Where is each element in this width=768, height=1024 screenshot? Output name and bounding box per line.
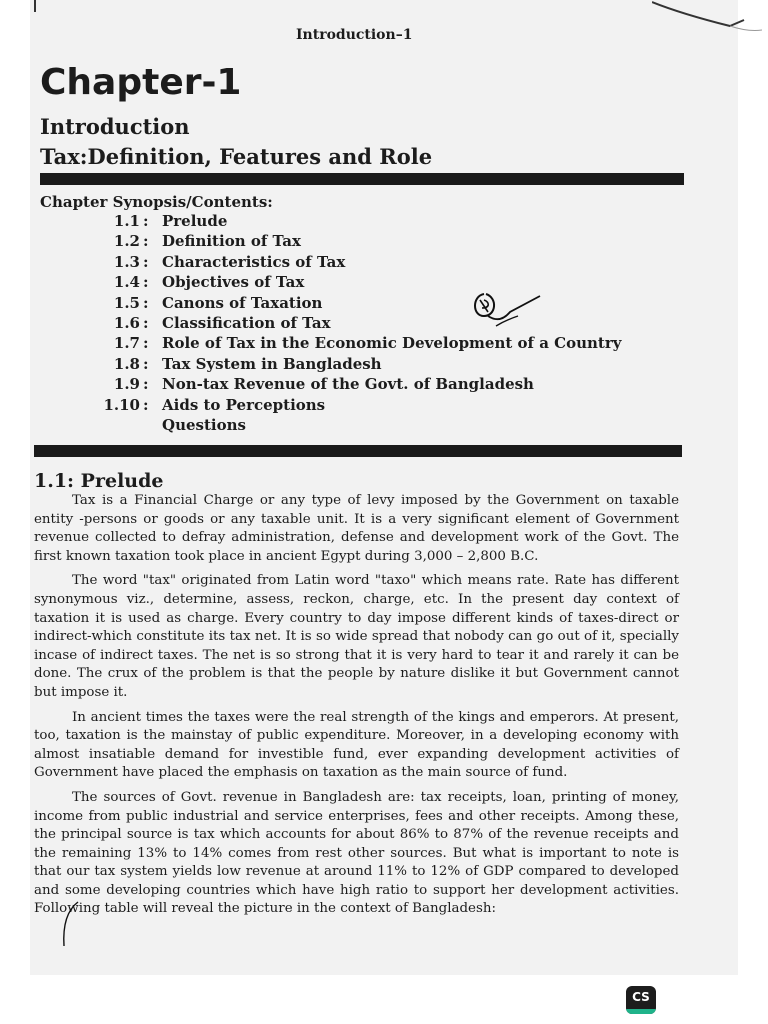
separator: : xyxy=(143,232,149,251)
item-number: 1.1 xyxy=(113,212,140,230)
section-body xyxy=(34,492,679,925)
item-title: Tax System in Bangladesh xyxy=(162,354,382,373)
section-rule xyxy=(34,445,682,457)
heading-rule xyxy=(40,173,684,185)
separator: : xyxy=(143,252,149,271)
separator: : xyxy=(143,375,149,394)
item-title: Aids to Perceptions xyxy=(162,395,326,414)
pen-mark xyxy=(58,900,82,948)
item-number: 1.2 xyxy=(113,232,140,251)
item-number: 1.4 xyxy=(113,273,140,292)
synopsis-heading: Chapter Synopsis/Contents: xyxy=(40,193,273,211)
item-title: Prelude xyxy=(162,212,228,230)
page-edge-mark xyxy=(34,0,36,12)
section-heading: 1.1: Prelude xyxy=(34,470,164,492)
separator: : xyxy=(143,313,149,332)
questions-label: Questions xyxy=(162,415,246,434)
page-corner-shadow xyxy=(652,0,762,36)
item-number: 1.7 xyxy=(113,334,140,353)
item-number: 1.10 xyxy=(103,395,140,414)
paragraph: The word "tax" originated from Latin word "taxo" which means rate. Rate has different synonymous viz., determine, assess, reckon, charge, etc. In the present day context of taxation it is used as charge. Every country to day impose different kinds of taxes-direct or indirect-which constitute its tax net. It is so wide spread that nobody can go out of it, specially incase of indirect taxes. The net is so strong that it is very hard to tear it and rarely it can be done. The crux of the problem is that the people by nature dislike it but Government cannot but impose it. xyxy=(34,573,679,700)
separator: : xyxy=(143,273,149,292)
intro-title: Introduction xyxy=(40,114,190,139)
item-title: Characteristics of Tax xyxy=(162,252,346,271)
paragraph: The sources of Govt. revenue in Bangladesh are: tax receipts, loan, printing of money, income from public industrial and service enterprises, fees and other receipts. Among these, the principal source is tax which accounts for about 86% to 87% of the revenue receipts and the remaining 13% to 14% comes from rest other sources. But what is important to note is that our tax system yields low revenue at around 11% to 12% of GDP compared to developed and some developing countries which have high ratio to support her development activities. Following table will reveal the picture in the context of Bangladesh: xyxy=(34,789,679,917)
item-title: Role of Tax in the Economic Development of a Country xyxy=(162,334,622,353)
separator: : xyxy=(143,334,149,353)
item-title: Objectives of Tax xyxy=(162,273,305,292)
item-number: 1.6 xyxy=(113,313,140,332)
handwritten-signature xyxy=(470,286,542,332)
paragraph: Tax is a Financial Charge or any type of levy imposed by the Government on taxable entity -persons or goods or any taxable unit. It is a very significant element of Government revenue collected to defray administration, defense and development work of the Govt. The first known taxation took place in ancient Egypt during 3,000 – 2,800 B.C. xyxy=(34,493,679,564)
chapter-title: Chapter-1 xyxy=(40,62,242,103)
item-title: Canons of Taxation xyxy=(162,293,323,312)
running-head: Introduction–1 xyxy=(296,27,413,43)
item-title: Classification of Tax xyxy=(162,313,331,332)
item-number: 1.8 xyxy=(113,354,140,373)
paragraph: In ancient times the taxes were the real strength of the kings and emperors. At present, too, taxation is the mainstay of public expenditure. Moreover, in a developing economy with almost insatiable demand for investible fund, ever expanding development activities of Government have placed the emphasis on taxation as the main source of fund. xyxy=(34,709,679,781)
separator: : xyxy=(143,395,149,414)
item-number: 1.3 xyxy=(113,252,140,271)
item-number: 1.5 xyxy=(113,293,140,312)
separator: : xyxy=(143,293,149,312)
scanner-logo-icon xyxy=(626,986,656,1014)
item-number: 1.9 xyxy=(113,375,140,394)
item-title: Definition of Tax xyxy=(162,232,301,251)
separator: : xyxy=(143,354,149,373)
item-title: Non-tax Revenue of the Govt. of Bangladesh xyxy=(162,375,534,394)
scanner-logo-text: CS xyxy=(632,990,650,1004)
separator: : xyxy=(143,212,149,230)
chapter-subtitle: Tax:Definition, Features and Role xyxy=(40,144,433,169)
scanner-logo-bar xyxy=(626,1009,656,1014)
